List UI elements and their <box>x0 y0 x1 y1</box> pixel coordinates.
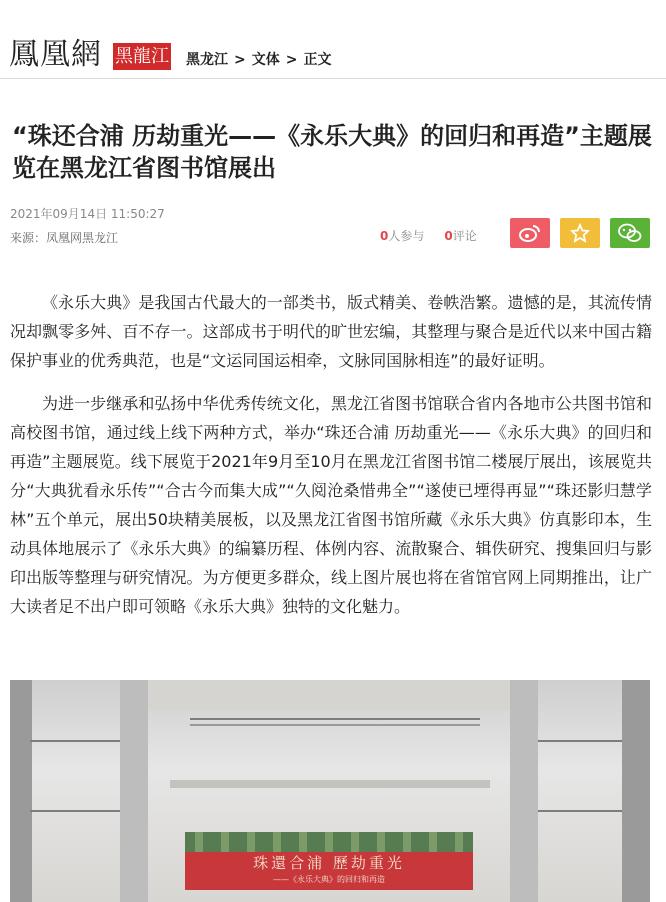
comments-label: 评论 <box>452 229 477 243</box>
publish-date: 2021年09月14日 11:50:27 <box>10 207 165 221</box>
banner-title: 珠還合浦 歷劫重光 <box>253 854 405 872</box>
weibo-icon <box>519 223 541 243</box>
article-paragraph: 《永乐大典》是我国古代最大的一部类书，版式精美、卷帙浩繁。遗憾的是，其流传情况却飘零多舛、百不存一。这部成书于明代的旷世宏编，其整理与聚合是近代以来中国古籍保护事业的优秀典范，也是“文运同国运相牵，文脉同国脉相连”的最好证明。 <box>10 293 652 370</box>
article-paragraph: 为进一步继承和弘扬中华优秀传统文化，黑龙江省图书馆联合省内各地市公共图书馆和高校图书馆，通过线上线下两种方式，举办“珠还合浦 历劫重光——《永乐大典》的回归和再造”主题展览。线下展览于2021年9月至10月在黑龙江省图书馆二楼展厅展出，该展览共分“大典犹看永乐传”“合古今而集大成”“久阅沧桑惜弗全”“遂使已堙得再显”“珠还影归慧学林”五个单元，展出50块精美展板，以及黑龙江省图书馆所藏《永乐大典》仿真影印本，生动具体地展示了《永乐大典》的编纂历程、体例内容、流散聚合、辑佚研究、搜集回归与影印出版等整理与研究情况。为方便更多群众，线上图片展也将在省馆官网上同期推出，让广大读者足不出户即可领略《永乐大典》独特的文化魅力。 <box>10 394 652 616</box>
breadcrumb-item-article: 正文 <box>303 52 332 68</box>
breadcrumb-item-sports-culture[interactable]: 文体 <box>251 52 280 68</box>
article-title: “珠还合浦 历劫重光——《永乐大典》的回归和再造”主题展览在黑龙江省图书馆展出 <box>12 122 652 182</box>
plant-row <box>185 832 473 852</box>
comments-count: 0 <box>444 229 453 243</box>
engagement-stats <box>380 227 477 244</box>
star-icon <box>570 223 590 243</box>
participants-stat[interactable] <box>380 227 424 244</box>
article-body <box>10 288 652 635</box>
share-weibo-button[interactable] <box>510 218 550 248</box>
breadcrumb-separator: > <box>285 52 298 68</box>
participants-count: 0 <box>380 229 389 243</box>
article-source: 来源：凤凰网黑龙江 <box>10 231 119 245</box>
share-wechat-button[interactable] <box>610 218 650 248</box>
channel-logo[interactable]: 黑龍江 <box>113 43 171 70</box>
favorite-button[interactable] <box>560 218 600 248</box>
participants-label: 人参与 <box>388 229 425 243</box>
breadcrumb-separator: > <box>234 52 246 68</box>
site-header <box>0 0 666 79</box>
article-photo <box>10 680 650 902</box>
banner-subtitle: ——《永乐大典》的回归和再造 <box>273 875 385 884</box>
wechat-icon <box>618 223 642 243</box>
site-logo[interactable]: 鳳凰網 <box>9 37 102 72</box>
breadcrumb <box>186 50 331 70</box>
comments-stat[interactable] <box>444 227 476 244</box>
exhibition-banner <box>185 852 473 890</box>
breadcrumb-item-heilongjiang[interactable]: 黑龙江 <box>186 52 228 68</box>
